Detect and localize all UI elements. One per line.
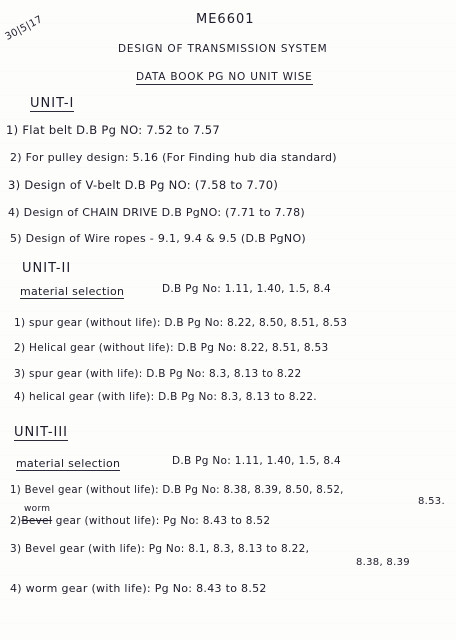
unit-3-item-2 bbox=[10, 516, 270, 527]
page-title: DESIGN OF TRANSMISSION SYSTEM bbox=[118, 43, 328, 55]
unit-1-item-3: 3) Design of V-belt D.B Pg NO: (7.58 to 7.70) bbox=[8, 178, 279, 192]
unit-3-item-1: 1) Bevel gear (without life): D.B Pg No: 8.38, 8.39, 8.50, 8.52, bbox=[10, 485, 344, 496]
unit-2-material-label: material selection bbox=[20, 285, 125, 298]
unit-3-item-2-struck: Bevel bbox=[21, 515, 53, 527]
unit-3-material-pages: D.B Pg No: 1.11, 1.40, 1.5, 8.4 bbox=[172, 455, 341, 467]
unit-2-item-2: 2) Helical gear (without life): D.B Pg No: 8.22, 8.51, 8.53 bbox=[14, 342, 329, 354]
unit-1-item-1: 1) Flat belt D.B Pg NO: 7.52 to 7.57 bbox=[6, 123, 221, 137]
unit-3-heading: UNIT-III bbox=[14, 425, 69, 440]
unit-1-item-5: 5) Design of Wire ropes - 9.1, 9.4 & 9.5 (D.B PgNO) bbox=[10, 232, 306, 245]
unit-3-item-4: 4) worm gear (with life): Pg No: 8.43 to 8.52 bbox=[10, 582, 267, 595]
unit-3-material-label: material selection bbox=[16, 457, 121, 470]
unit-3-item-3-continued: 8.38, 8.39 bbox=[356, 557, 410, 568]
unit-1-item-2: 2) For pulley design: 5.16 (For Finding hub dia standard) bbox=[10, 151, 337, 164]
unit-3-item-2-number: 2) bbox=[10, 515, 22, 527]
course-code: ME6601 bbox=[196, 12, 255, 27]
page-subtitle: DATA BOOK PG NO UNIT WISE bbox=[136, 71, 313, 83]
unit-3-item-1-continued: 8.53. bbox=[418, 496, 445, 507]
unit-3-item-3: 3) Bevel gear (with life): Pg No: 8.1, 8.3, 8.13 to 8.22, bbox=[10, 543, 310, 555]
unit-2-item-1: 1) spur gear (without life): D.B Pg No: 8.22, 8.50, 8.51, 8.53 bbox=[14, 317, 348, 329]
unit-1-heading: UNIT-I bbox=[30, 96, 75, 111]
unit-3-item-2-rest: gear (without life): Pg No: 8.43 to 8.52 bbox=[55, 515, 271, 527]
unit-1-item-4: 4) Design of CHAIN DRIVE D.B PgNO: (7.71 to 7.78) bbox=[8, 206, 305, 219]
unit-2-heading: UNIT-II bbox=[22, 261, 72, 276]
unit-3-item-2-insert: worm bbox=[24, 504, 51, 514]
date-note: 30|5|17 bbox=[3, 14, 45, 43]
unit-2-item-4: 4) helical gear (with life): D.B Pg No: 8.3, 8.13 to 8.22. bbox=[14, 391, 317, 403]
unit-2-item-3: 3) spur gear (with life): D.B Pg No: 8.3, 8.13 to 8.22 bbox=[14, 368, 302, 380]
unit-2-material-pages: D.B Pg No: 1.11, 1.40, 1.5, 8.4 bbox=[162, 283, 331, 295]
